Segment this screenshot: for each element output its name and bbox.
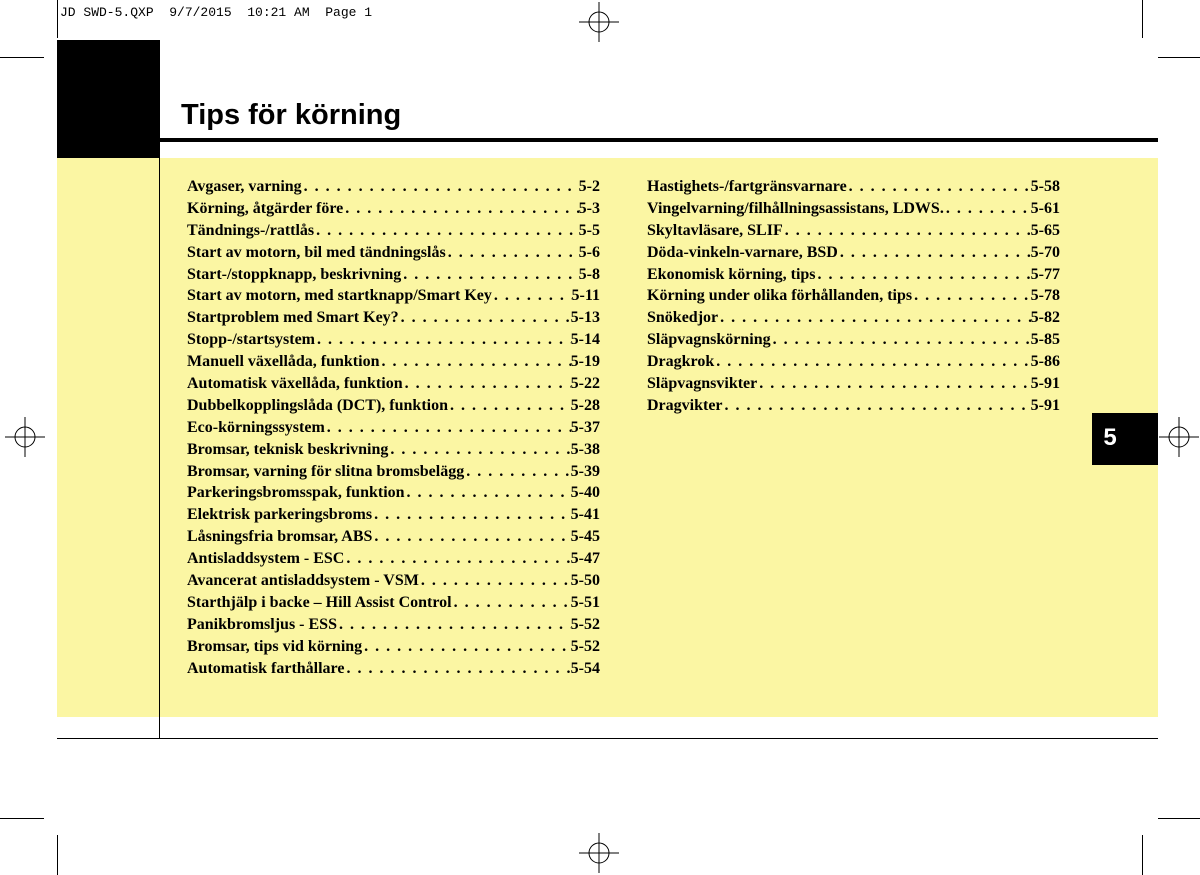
toc-entry[interactable]: Manuell växellåda, funktion . . . 5-19 (187, 351, 600, 373)
toc-entry[interactable]: Elektrisk parkeringsbroms . . . 5-41 (187, 504, 600, 526)
toc-entry[interactable]: Släpvagnskörning . . . 5-85 (647, 329, 1060, 351)
toc-entry[interactable]: Dragkrok . . . 5-86 (647, 351, 1060, 373)
toc-entry[interactable]: Ekonomisk körning, tips . . . 5-77 (647, 264, 1060, 286)
registration-mark-icon (1159, 417, 1199, 457)
toc-entry[interactable]: Döda-vinkeln-varnare, BSD . . . 5-70 (647, 242, 1060, 264)
crop-mark (0, 818, 44, 819)
toc-entry[interactable]: Hastighets-/fartgränsvarnare . . . 5-58 (647, 176, 1060, 198)
toc-entry[interactable]: Vingelvarning/filhållningsassistans, LDWS. . . . 5-61 (647, 198, 1060, 220)
toc-entry[interactable]: Automatisk växellåda, funktion . . . 5-22 (187, 373, 600, 395)
registration-mark-icon (579, 833, 619, 873)
toc-entry[interactable]: Dubbelkopplingslåda (DCT), funktion . . . 5-28 (187, 395, 600, 417)
toc-entry[interactable]: Låsningsfria bromsar, ABS . . . 5-45 (187, 526, 600, 548)
toc-entry[interactable]: Dragvikter . . . 5-91 (647, 395, 1060, 417)
crop-mark (1158, 818, 1200, 819)
header-black-block (57, 40, 160, 158)
page-title: Tips för körning (181, 99, 402, 131)
registration-mark-icon (579, 2, 619, 42)
toc-entry[interactable]: Panikbromsljus - ESS . . . 5-52 (187, 614, 600, 636)
toc-entry[interactable]: Bromsar, varning för slitna bromsbelägg . . . 5-39 (187, 461, 600, 483)
crop-mark (1158, 57, 1200, 58)
toc-entry[interactable]: Start av motorn, bil med tändningslås . . . 5-6 (187, 242, 600, 264)
bottom-rule (57, 738, 1158, 739)
toc-entry[interactable]: Avancerat antisladdsystem - VSM . . . 5-50 (187, 570, 600, 592)
toc-entry[interactable]: Antisladdsystem - ESC . . . 5-47 (187, 548, 600, 570)
toc-entry[interactable]: Tändnings-/rattlås . . . 5-5 (187, 220, 600, 242)
crop-mark (1142, 835, 1143, 875)
toc-entry[interactable]: Parkeringsbromsspak, funktion . . . 5-40 (187, 482, 600, 504)
toc-entry[interactable]: Körning under olika förhållanden, tips . . . 5-78 (647, 285, 1060, 307)
print-slug: JD SWD-5.QXP 9/7/2015 10:21 AM Page 1 (60, 5, 373, 20)
crop-mark (57, 835, 58, 875)
toc-entry[interactable]: Startproblem med Smart Key? . . . 5-13 (187, 307, 600, 329)
toc-entry[interactable]: Bromsar, teknisk beskrivning . . . 5-38 (187, 439, 600, 461)
toc-entry[interactable]: Skyltavläsare, SLIF . . . 5-65 (647, 220, 1060, 242)
toc-entry[interactable]: Starthjälp i backe – Hill Assist Control . . . 5-51 (187, 592, 600, 614)
toc-entry[interactable]: Avgaser, varning . . . 5-2 (187, 176, 600, 198)
toc-entry[interactable]: Bromsar, tips vid körning . . . 5-52 (187, 636, 600, 658)
toc-column-right (647, 176, 1060, 417)
toc-entry[interactable]: Snökedjor . . . 5-82 (647, 307, 1060, 329)
toc-column-left (187, 176, 600, 679)
toc-entry[interactable]: Släpvagnsvikter . . . 5-91 (647, 373, 1060, 395)
registration-mark-icon (5, 417, 45, 457)
toc-entry[interactable]: Körning, åtgärder före . . . 5-3 (187, 198, 600, 220)
title-rule (160, 138, 1158, 142)
toc-entry[interactable]: Eco-körningssystem . . . 5-37 (187, 417, 600, 439)
crop-mark (57, 0, 58, 38)
crop-mark (0, 57, 44, 58)
toc-entry[interactable]: Start-/stoppknapp, beskrivning . . . 5-8 (187, 264, 600, 286)
crop-mark (1142, 0, 1143, 38)
toc-entry[interactable]: Stopp-/startsystem . . . 5-14 (187, 329, 600, 351)
chapter-number: 5 (1103, 424, 1117, 451)
toc-entry[interactable]: Start av motorn, med startknapp/Smart Key . . . 5-11 (187, 285, 600, 307)
margin-rule (159, 158, 160, 738)
toc-entry[interactable]: Automatisk farthållare . . . 5-54 (187, 658, 600, 680)
